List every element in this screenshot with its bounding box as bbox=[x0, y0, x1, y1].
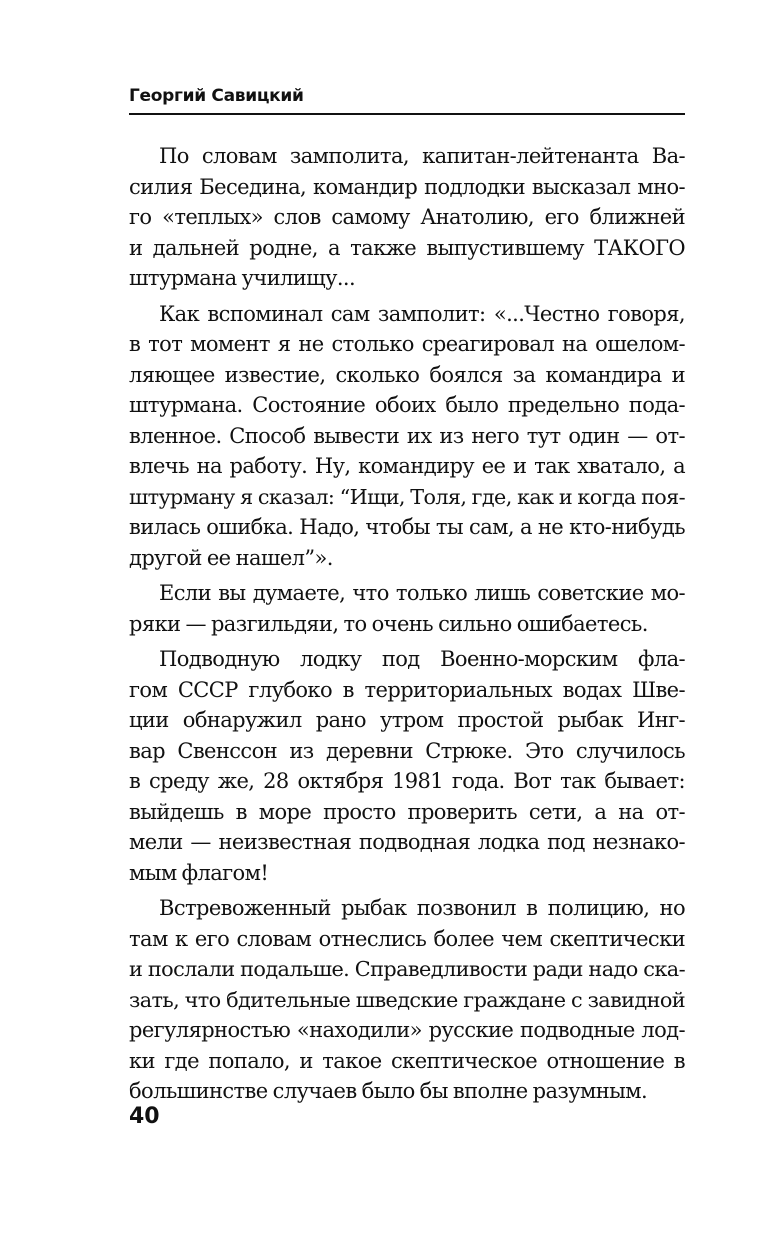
header-rule bbox=[129, 113, 685, 115]
text-line: там к его словам отнеслись более чем скептически bbox=[129, 926, 685, 951]
paragraph bbox=[129, 893, 685, 1107]
text-line: зать, что бдительные шведские граждане с завидной bbox=[129, 987, 685, 1012]
text-line: влечь на работу. Ну, командиру ее и так хватало, а bbox=[129, 454, 685, 478]
text-line: ки где попало, и такое скептическое отношение в bbox=[129, 1048, 685, 1073]
text-line: го «теплых» слов самому Анатолию, его ближней bbox=[129, 205, 685, 229]
text-line: вилась ошибка. Надо, чтобы ты сам, а не кто-нибудь bbox=[129, 515, 685, 539]
text-line: Встревоженный рыбак позвонил в полицию, но bbox=[159, 896, 685, 920]
text-line: Подводную лодку под Военно-морским фла- bbox=[159, 647, 685, 671]
text-line: штурмана училищу... bbox=[129, 266, 356, 290]
text-line: выйдешь в море просто проверить сети, а на от- bbox=[129, 799, 685, 824]
text-line: в среду же, 28 октября 1981 года. Вот так бывает: bbox=[129, 769, 685, 793]
text-line: ции обнаружил рано утром простой рыбак Инг- bbox=[129, 708, 685, 732]
text-line: гом СССР глубоко в территориальных водах Шве- bbox=[129, 677, 685, 702]
text-line: штурману я сказал: “Ищи, Толя, где, как и когда поя- bbox=[129, 484, 685, 509]
text-line: силия Беседина, командир подлодки высказал мно- bbox=[129, 174, 685, 199]
paragraph bbox=[129, 578, 685, 639]
running-head-author: Георгий Савицкий bbox=[129, 86, 304, 106]
text-line: ряки — разгильдяи, то очень сильно ошибаетесь. bbox=[129, 611, 648, 636]
text-line: вар Свенссон из деревни Стрюке. Это случилось bbox=[129, 738, 685, 763]
text-line: штурмана. Состояние обоих было предельно пода- bbox=[129, 393, 685, 417]
text-line: ляющее известие, сколько боялся за командира и bbox=[129, 362, 685, 387]
page-number: 40 bbox=[129, 1104, 160, 1129]
text-line: и послали подальше. Справедливости ради надо ска- bbox=[129, 957, 685, 981]
paragraph bbox=[129, 299, 685, 574]
text-line: вленное. Способ вывести их из него тут один — от- bbox=[129, 423, 685, 448]
text-line: большинстве случаев было бы вполне разумным. bbox=[129, 1079, 648, 1103]
text-line: мели — неизвестная подводная лодка под незнако- bbox=[129, 830, 685, 854]
paragraph bbox=[129, 644, 685, 888]
text-line: другой ее нашел”». bbox=[129, 545, 333, 570]
text-line: По словам замполита, капитан-лейтенанта Ва- bbox=[159, 144, 685, 168]
text-line: в тот момент я не столько среагировал на ошелом- bbox=[129, 332, 685, 356]
body-text bbox=[129, 141, 685, 1112]
text-line: Если вы думаете, что только лишь советские мо- bbox=[159, 581, 685, 605]
text-line: мым флагом! bbox=[129, 860, 269, 885]
text-line: Как вспоминал сам замполит: «...Честно говоря, bbox=[159, 301, 685, 326]
text-line: регулярностью «находили» русские подводные лод- bbox=[129, 1018, 685, 1042]
text-line: и дальней родне, а также выпустившему ТАКОГО bbox=[129, 235, 685, 260]
paragraph bbox=[129, 141, 685, 294]
